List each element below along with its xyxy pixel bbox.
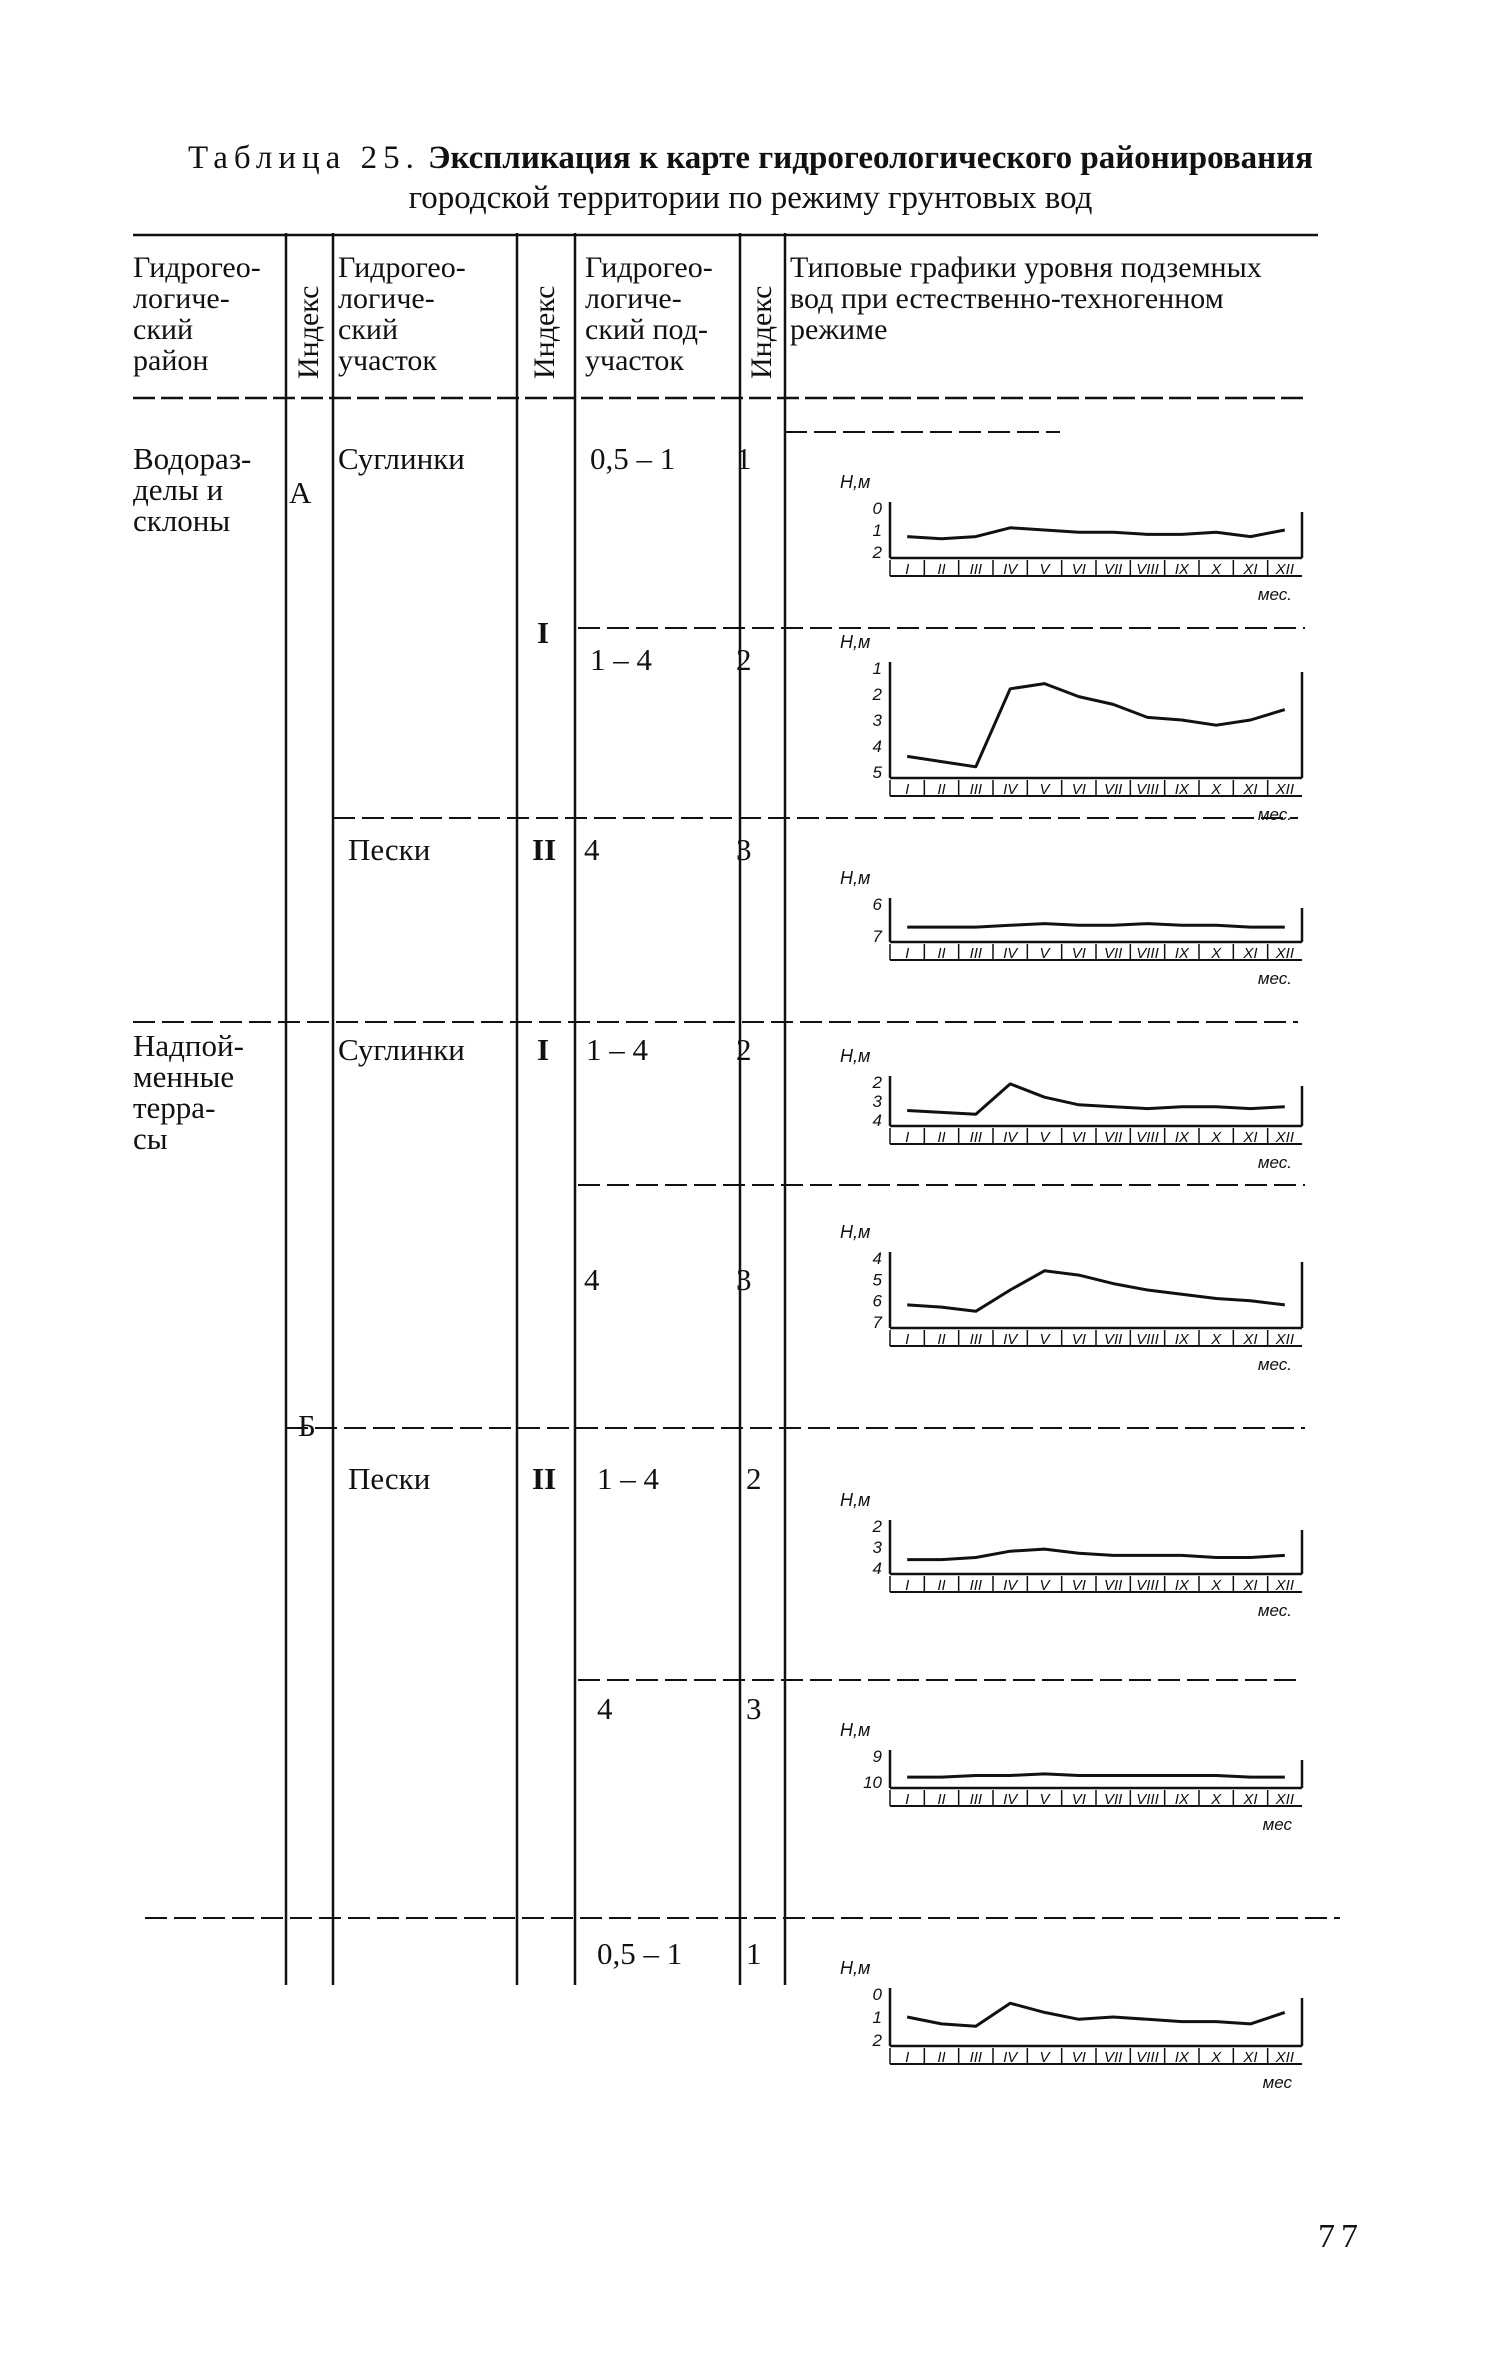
- chart-y-tick-label: 3: [872, 1538, 882, 1557]
- district-name-line: менные: [133, 1059, 235, 1094]
- chart-y-tick-label: 4: [872, 1111, 882, 1130]
- chart-y-tick-label: 4: [872, 737, 882, 756]
- chart-y-label: Н,м: [840, 1720, 871, 1740]
- chart-month-label: IX: [1174, 781, 1189, 798]
- chart-month-label: V: [1039, 561, 1050, 578]
- area-name: Пески: [348, 832, 431, 867]
- chart-month-label: X: [1211, 781, 1222, 798]
- chart-month-label: X: [1211, 1331, 1222, 1348]
- district-index: Б: [298, 1408, 316, 1443]
- chart-month-label: VIII: [1136, 1791, 1159, 1808]
- chart-month-label: VII: [1103, 2049, 1123, 2066]
- chart-month-label: XI: [1243, 1791, 1258, 1808]
- chart-y-tick-label: 4: [872, 1559, 882, 1578]
- chart-month-label: XII: [1275, 1331, 1295, 1348]
- chart-series-line: [907, 528, 1285, 539]
- header-area-index: Индекс: [528, 285, 561, 379]
- chart-month-label: XII: [1275, 1791, 1295, 1808]
- page-number: 77: [1318, 2218, 1364, 2255]
- chart-month-label: X: [1211, 1129, 1222, 1146]
- chart-month-label: VIII: [1136, 561, 1159, 578]
- chart-y-tick-label: 6: [872, 895, 882, 914]
- chart-month-label: I: [905, 561, 910, 578]
- chart-series-line: [907, 1774, 1285, 1777]
- subarea-index: 1: [746, 1936, 762, 1971]
- chart-x-label: мес.: [1257, 585, 1292, 604]
- header-charts-line: вод при естественно-техногенном: [790, 282, 1224, 315]
- chart-month-label: V: [1039, 945, 1050, 962]
- chart-month-label: IX: [1174, 561, 1189, 578]
- area-index: II: [532, 1461, 557, 1496]
- chart-month-label: IX: [1174, 1129, 1189, 1146]
- table-title-line1: Экспликация к карте гидрогеологического районирования: [428, 140, 1314, 176]
- chart-month-label: II: [937, 1577, 946, 1594]
- chart-month-label: VII: [1103, 561, 1123, 578]
- header-district-line: ский: [133, 313, 193, 346]
- chart-month-label: VI: [1071, 561, 1086, 578]
- chart-y-label: Н,м: [840, 1046, 871, 1066]
- chart-month-label: VII: [1103, 1129, 1123, 1146]
- chart-y-tick-label: 6: [872, 1291, 882, 1311]
- subarea-value: 0,5 – 1: [597, 1936, 683, 1971]
- subarea-index: 3: [746, 1691, 762, 1726]
- chart-month-label: VIII: [1136, 1331, 1159, 1348]
- chart-month-label: X: [1211, 2049, 1222, 2066]
- district-name-line: склоны: [133, 503, 231, 538]
- subarea-value: 4: [584, 832, 600, 867]
- header-district-line: Гидрогео-: [133, 251, 261, 284]
- chart-y-tick-label: 5: [872, 1270, 882, 1290]
- district-name-line: сы: [133, 1121, 168, 1156]
- chart-x-label: мес.: [1257, 805, 1292, 824]
- chart-month-label: XII: [1275, 2049, 1295, 2066]
- area-index: II: [532, 832, 557, 867]
- chart-month-label: IV: [1003, 1791, 1018, 1808]
- subarea-value: 1 – 4: [597, 1461, 659, 1496]
- chart-y-tick-label: 0: [872, 1985, 882, 2004]
- header-subarea-line: Гидрогео-: [585, 251, 713, 284]
- chart-month-label: III: [969, 945, 983, 962]
- chart-y-tick-label: 7: [872, 927, 882, 946]
- area-name: Суглинки: [338, 1032, 465, 1067]
- district-name-line: терра-: [133, 1090, 216, 1125]
- chart-month-label: V: [1039, 1791, 1050, 1808]
- area-name: Пески: [348, 1461, 431, 1496]
- chart-month-label: VII: [1103, 945, 1123, 962]
- chart-y-tick-label: 5: [872, 763, 882, 782]
- chart-month-label: IV: [1003, 2049, 1018, 2066]
- chart-x-label: мес: [1262, 1815, 1292, 1834]
- chart-month-label: II: [937, 1129, 946, 1146]
- chart-x-label: мес: [1262, 2073, 1292, 2092]
- chart-month-label: VII: [1103, 781, 1123, 798]
- chart-month-label: III: [969, 1577, 983, 1594]
- subarea-value: 4: [597, 1691, 613, 1726]
- header-area-line: логиче-: [338, 282, 435, 315]
- chart-month-label: XI: [1243, 781, 1258, 798]
- chart-month-label: II: [937, 781, 946, 798]
- chart-month-label: I: [905, 1129, 910, 1146]
- district-name-line: делы и: [133, 472, 224, 507]
- chart-month-label: I: [905, 2049, 910, 2066]
- chart-month-label: VIII: [1136, 1577, 1159, 1594]
- chart-month-label: VII: [1103, 1791, 1123, 1808]
- header-district-line: логиче-: [133, 282, 230, 315]
- header-charts-line: режиме: [790, 313, 888, 346]
- chart-month-label: VII: [1103, 1331, 1123, 1348]
- district-name-line: Надпой-: [133, 1028, 244, 1063]
- subarea-value: 1 – 4: [586, 1032, 648, 1067]
- chart-y-label: Н,м: [840, 1490, 871, 1510]
- subarea-index: 1: [736, 441, 752, 476]
- chart-y-tick-label: 0: [872, 499, 882, 518]
- chart-month-label: I: [905, 1577, 910, 1594]
- chart-month-label: V: [1039, 1331, 1050, 1348]
- chart-month-label: III: [969, 1331, 983, 1348]
- chart-month-label: XII: [1275, 781, 1295, 798]
- chart-month-label: VI: [1071, 781, 1086, 798]
- chart-month-label: VIII: [1136, 945, 1159, 962]
- chart-month-label: II: [937, 1791, 946, 1808]
- subarea-index: 3: [736, 1262, 752, 1297]
- header-charts-line: Типовые графики уровня подземных: [790, 251, 1262, 284]
- chart-month-label: VIII: [1136, 1129, 1159, 1146]
- chart-month-label: VI: [1071, 1129, 1086, 1146]
- chart-month-label: VIII: [1136, 2049, 1159, 2066]
- chart-month-label: I: [905, 1791, 910, 1808]
- header-subarea-line: ский под-: [585, 313, 708, 346]
- chart-month-label: X: [1211, 1791, 1222, 1808]
- subarea-value: 1 – 4: [590, 642, 652, 677]
- chart-month-label: IV: [1003, 561, 1018, 578]
- subarea-value: 0,5 – 1: [590, 441, 676, 476]
- chart-y-tick-label: 10: [863, 1773, 882, 1792]
- chart-series-line: [907, 2003, 1285, 2026]
- chart-month-label: V: [1039, 781, 1050, 798]
- chart-y-tick-label: 1: [872, 521, 882, 540]
- chart-month-label: IV: [1003, 945, 1018, 962]
- chart-month-label: IV: [1003, 1129, 1018, 1146]
- chart-y-tick-label: 1: [872, 659, 882, 678]
- district-index: А: [289, 475, 312, 510]
- chart-month-label: IV: [1003, 1331, 1018, 1348]
- chart-month-label: XII: [1275, 945, 1295, 962]
- chart-month-label: V: [1039, 2049, 1050, 2066]
- chart-month-label: I: [905, 781, 910, 798]
- chart-month-label: IV: [1003, 781, 1018, 798]
- header-subarea-index: Индекс: [745, 285, 778, 379]
- chart-month-label: III: [969, 561, 983, 578]
- chart-x-label: мес.: [1257, 1601, 1292, 1620]
- chart-month-label: IX: [1174, 1577, 1189, 1594]
- chart-x-label: мес.: [1257, 1153, 1292, 1172]
- chart-series-line: [907, 1084, 1285, 1114]
- chart-y-tick-label: 3: [872, 711, 882, 730]
- chart-month-label: VI: [1071, 1331, 1086, 1348]
- chart-month-label: XII: [1275, 1577, 1295, 1594]
- chart-month-label: XI: [1243, 945, 1258, 962]
- chart-y-label: Н,м: [840, 472, 871, 492]
- chart-y-label: Н,м: [840, 868, 871, 888]
- chart-month-label: III: [969, 1791, 983, 1808]
- chart-y-label: Н,м: [840, 1958, 871, 1978]
- chart-month-label: II: [937, 561, 946, 578]
- area-name: Суглинки: [338, 441, 465, 476]
- chart-y-tick-label: 2: [872, 685, 882, 704]
- chart-month-label: VI: [1071, 1791, 1086, 1808]
- chart-month-label: VI: [1071, 1577, 1086, 1594]
- header-subarea-line: логиче-: [585, 282, 682, 315]
- chart-month-label: XI: [1243, 1577, 1258, 1594]
- chart-month-label: III: [969, 781, 983, 798]
- subarea-index: 3: [736, 832, 752, 867]
- header-subarea-line: участок: [585, 344, 685, 377]
- chart-x-label: мес.: [1257, 969, 1292, 988]
- subarea-index: 2: [736, 642, 752, 677]
- header-area-line: участок: [338, 344, 438, 377]
- chart-month-label: XII: [1275, 561, 1295, 578]
- table-title-line2: городской территории по режиму грунтовых вод: [408, 180, 1093, 216]
- chart-month-label: II: [937, 945, 946, 962]
- header-district-index: Индекс: [292, 285, 325, 379]
- chart-month-label: X: [1211, 561, 1222, 578]
- chart-month-label: II: [937, 1331, 946, 1348]
- chart-month-label: XI: [1243, 1331, 1258, 1348]
- header-area-line: ский: [338, 313, 398, 346]
- chart-month-label: IX: [1174, 945, 1189, 962]
- chart-month-label: II: [937, 2049, 946, 2066]
- chart-month-label: X: [1211, 945, 1222, 962]
- chart-month-label: VI: [1071, 945, 1086, 962]
- chart-y-tick-label: 4: [872, 1249, 882, 1268]
- chart-month-label: X: [1211, 1577, 1222, 1594]
- chart-y-tick-label: 9: [872, 1747, 882, 1766]
- chart-month-label: I: [905, 945, 910, 962]
- chart-series-line: [907, 1271, 1285, 1312]
- chart-y-tick-label: 2: [872, 2031, 882, 2050]
- chart-month-label: XI: [1243, 1129, 1258, 1146]
- chart-series-line: [907, 924, 1285, 928]
- chart-month-label: VI: [1071, 2049, 1086, 2066]
- chart-y-label: Н,м: [840, 632, 871, 652]
- chart-y-tick-label: 2: [872, 1517, 882, 1536]
- chart-y-tick-label: 2: [872, 543, 882, 562]
- chart-y-label: Н,м: [840, 1222, 871, 1242]
- chart-y-tick-label: 3: [872, 1092, 882, 1111]
- chart-month-label: XI: [1243, 2049, 1258, 2066]
- chart-month-label: XI: [1243, 561, 1258, 578]
- area-index: I: [537, 1032, 550, 1067]
- header-area-line: Гидрогео-: [338, 251, 466, 284]
- chart-month-label: V: [1039, 1577, 1050, 1594]
- chart-month-label: I: [905, 1331, 910, 1348]
- chart-month-label: VII: [1103, 1577, 1123, 1594]
- chart-y-tick-label: 1: [872, 2008, 882, 2027]
- chart-y-tick-label: 7: [872, 1313, 882, 1332]
- chart-x-label: мес.: [1257, 1355, 1292, 1374]
- chart-series-line: [907, 1549, 1285, 1560]
- chart-y-tick-label: 2: [872, 1073, 882, 1092]
- chart-month-label: IX: [1174, 1791, 1189, 1808]
- area-index: I: [537, 615, 550, 650]
- district-name-line: Водораз-: [133, 441, 252, 476]
- subarea-index: 2: [746, 1461, 762, 1496]
- chart-month-label: III: [969, 1129, 983, 1146]
- subarea-index: 2: [736, 1032, 752, 1067]
- chart-month-label: IX: [1174, 2049, 1189, 2066]
- chart-month-label: VIII: [1136, 781, 1159, 798]
- table-title-lead: Таблица 25.: [187, 140, 420, 176]
- chart-month-label: XII: [1275, 1129, 1295, 1146]
- chart-month-label: IV: [1003, 1577, 1018, 1594]
- chart-month-label: III: [969, 2049, 983, 2066]
- header-district-line: район: [133, 344, 209, 377]
- chart-month-label: V: [1039, 1129, 1050, 1146]
- chart-series-line: [907, 684, 1285, 767]
- subarea-value: 4: [584, 1262, 600, 1297]
- chart-month-label: IX: [1174, 1331, 1189, 1348]
